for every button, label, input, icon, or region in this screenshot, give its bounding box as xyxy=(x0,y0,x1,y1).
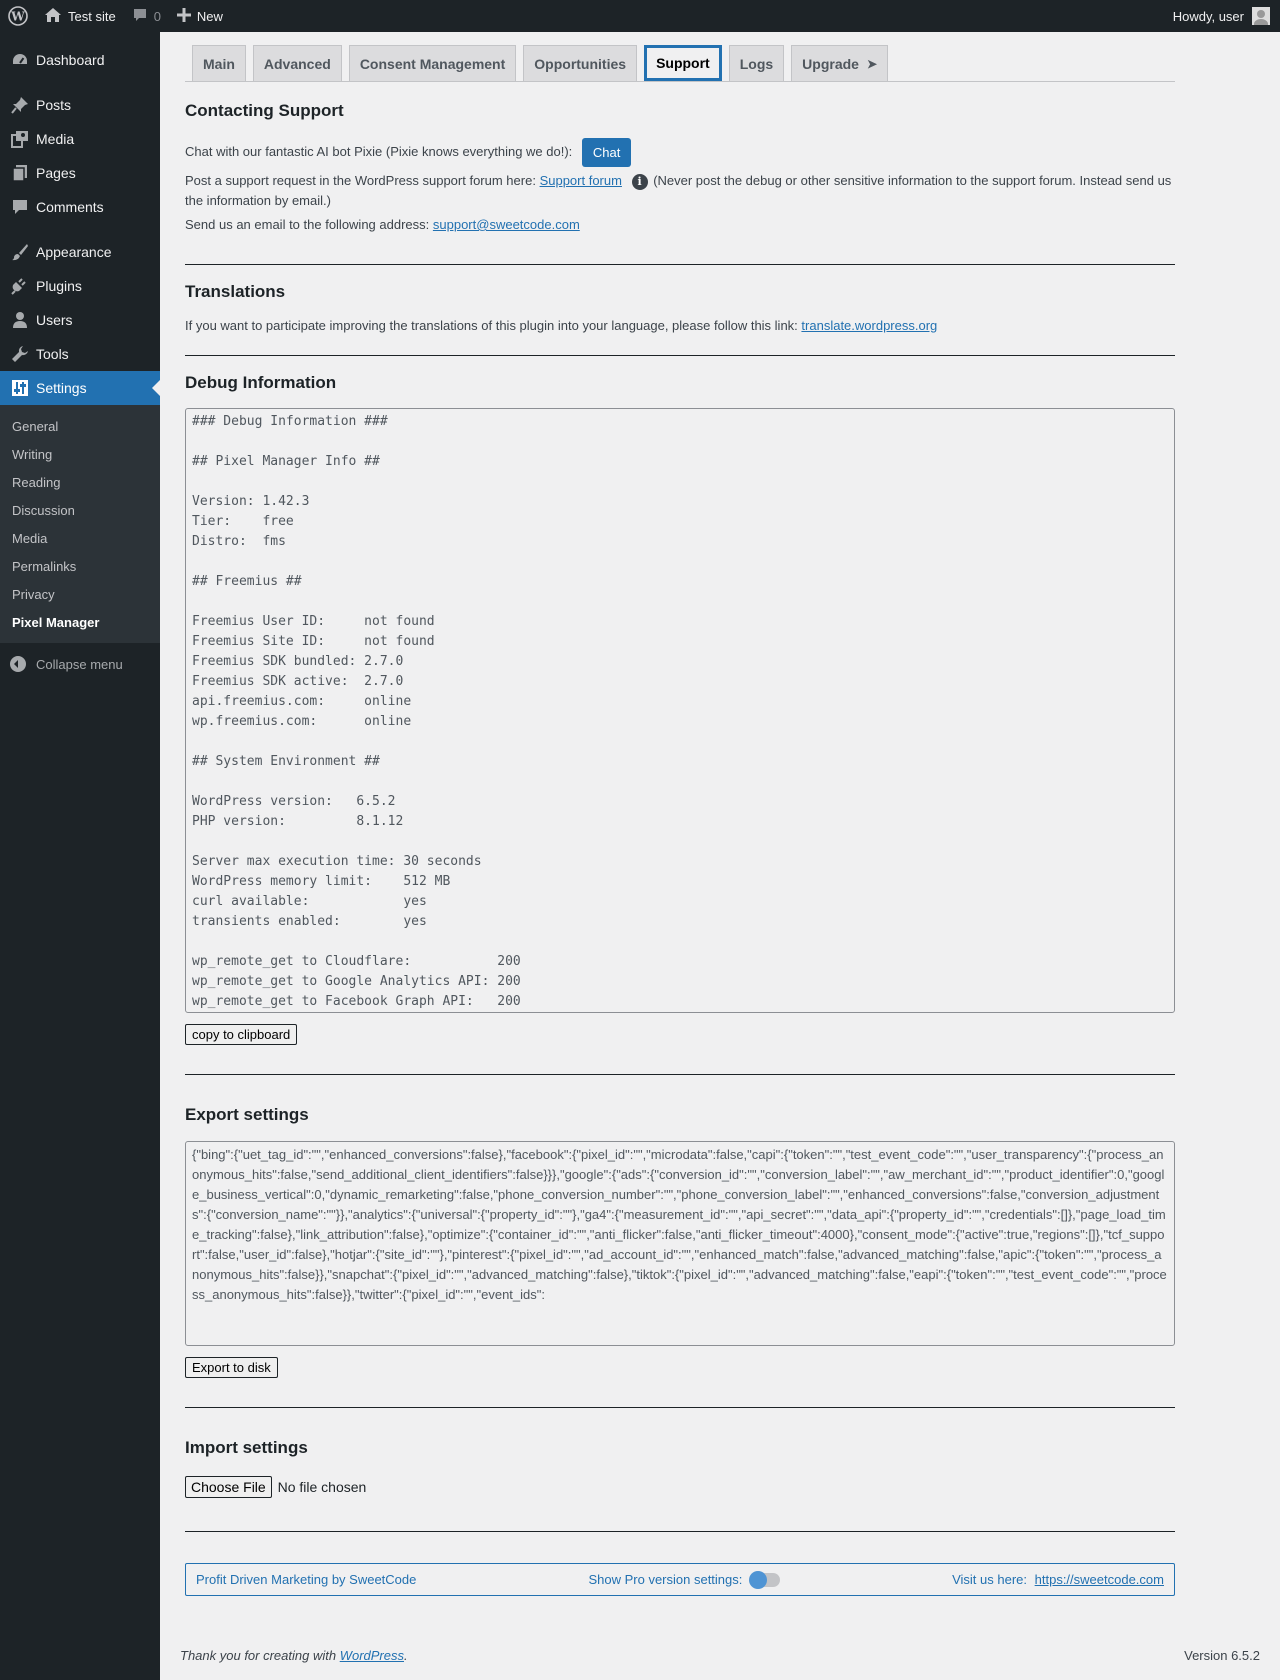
wordpress-link[interactable]: WordPress xyxy=(339,1648,404,1663)
menu-label: Dashboard xyxy=(36,52,105,68)
version-text: Version 6.5.2 xyxy=(1184,1648,1260,1663)
tabs-divider xyxy=(185,81,1175,82)
menu-label: Settings xyxy=(36,380,87,396)
translations-row xyxy=(185,316,937,336)
arrow-right-icon: ➤ xyxy=(866,56,878,71)
plus-icon xyxy=(177,8,191,25)
user-icon xyxy=(10,310,30,330)
wordpress-logo-icon[interactable] xyxy=(0,0,36,32)
pages-icon xyxy=(10,163,30,183)
avatar xyxy=(1252,7,1270,25)
menu-label: Posts xyxy=(36,97,72,113)
submenu-media[interactable]: Media xyxy=(12,530,48,546)
support-title: Contacting Support xyxy=(185,101,344,120)
debug-textarea[interactable]: ### Debug Information ### ## Pixel Manager Info ## Version: 1.42.3 Tier: free Distro: fms ## Freemius ## Freemius User ID: not found Freemius Site ID: not found Freemius SDK bundled: 2.7.0 Freemius SDK active: 2.7.0 api.freemius.com: online wp.freemius.com: online ## System Environment ## WordPress version: 6.5.2 PHP version: 8.1.12 Server max execution time: 30 seconds WordPress memory limit: 512 MB curl available: yes transients enabled: yes wp_remote_get to Cloudflare: 200 wp_remote_get to Google Analytics API: 200 wp_remote_get to Facebook Graph API: 200 xyxy=(185,408,1175,1013)
divider xyxy=(185,355,1175,356)
tab-main[interactable]: Main xyxy=(192,45,246,81)
pro-settings-toggle-row xyxy=(588,1572,780,1588)
dashboard-icon xyxy=(10,50,30,70)
tab-upgrade[interactable] xyxy=(791,45,888,81)
pin-icon xyxy=(10,95,30,115)
import-row xyxy=(185,1476,366,1498)
submenu-general[interactable]: General xyxy=(12,418,59,434)
tab-opportunities[interactable]: Opportunities xyxy=(523,45,637,81)
export-to-disk-button[interactable]: Export to disk xyxy=(185,1357,278,1378)
home-icon xyxy=(44,7,62,26)
collapse-menu-button[interactable] xyxy=(0,647,160,681)
menu-label: Pages xyxy=(36,165,76,181)
import-title: Import settings xyxy=(185,1438,308,1457)
footer-thanks xyxy=(180,1648,408,1663)
tab-upgrade-label: Upgrade xyxy=(802,55,859,72)
export-title: Export settings xyxy=(185,1105,309,1124)
submenu-reading[interactable]: Reading xyxy=(12,474,61,490)
comments-link[interactable] xyxy=(124,0,169,32)
settings-icon xyxy=(10,378,30,398)
pro-settings-toggle[interactable] xyxy=(750,1573,780,1587)
menu-posts[interactable] xyxy=(0,88,160,122)
site-name-link[interactable] xyxy=(36,0,124,32)
plug-icon xyxy=(10,276,30,296)
sweetcode-url-link[interactable]: https://sweetcode.com xyxy=(1034,1572,1164,1587)
menu-label: Comments xyxy=(36,199,104,215)
my-account[interactable] xyxy=(1173,7,1280,25)
translations-text: If you want to participate improving the translations of this plugin into your language, please follow this link: xyxy=(185,318,798,333)
new-label: New xyxy=(196,8,223,24)
pro-settings-label: Show Pro version settings: xyxy=(588,1571,743,1587)
support-email-link[interactable]: support@sweetcode.com xyxy=(432,217,580,232)
visit-label: Visit us here: xyxy=(952,1572,1028,1587)
media-icon xyxy=(10,129,30,149)
site-name: Test site xyxy=(68,8,116,24)
choose-file-button[interactable]: Choose File xyxy=(185,1476,272,1498)
divider xyxy=(185,1407,1175,1408)
admin-sidebar xyxy=(0,32,160,1680)
divider xyxy=(185,1531,1175,1532)
menu-label: Plugins xyxy=(36,278,82,294)
admin-bar xyxy=(0,0,1280,32)
submenu-discussion[interactable]: Discussion xyxy=(12,502,75,518)
email-row xyxy=(185,215,580,235)
menu-label: Tools xyxy=(36,346,69,362)
howdy-text: Howdy, user xyxy=(1172,8,1244,24)
svg-text:W: W xyxy=(11,9,25,24)
comment-icon xyxy=(10,197,30,217)
tab-support[interactable]: Support xyxy=(644,45,722,81)
menu-label: Media xyxy=(36,131,75,147)
file-status: No file chosen xyxy=(277,1479,367,1495)
visit-row xyxy=(952,1572,1164,1587)
settings-tabs xyxy=(192,45,895,81)
tab-consent-management[interactable]: Consent Management xyxy=(349,45,516,81)
submenu-writing[interactable]: Writing xyxy=(12,446,53,462)
divider xyxy=(185,264,1175,265)
submenu-privacy[interactable]: Privacy xyxy=(12,586,55,602)
chat-row xyxy=(185,138,1175,167)
menu-plugins[interactable] xyxy=(0,269,160,303)
footer-thanks-text: Thank you for creating with xyxy=(180,1648,337,1663)
menu-comments[interactable] xyxy=(0,190,160,224)
submenu-permalinks[interactable]: Permalinks xyxy=(12,558,77,574)
collapse-icon xyxy=(10,656,26,672)
forum-note: (Never post the debug or other sensitive information to the support forum. Instead send us the information by email.) xyxy=(185,173,1172,208)
menu-label: Users xyxy=(36,312,73,328)
wrench-icon xyxy=(10,344,30,364)
menu-settings[interactable] xyxy=(0,371,160,405)
debug-title: Debug Information xyxy=(185,373,337,392)
translations-title: Translations xyxy=(185,282,286,301)
menu-tools[interactable] xyxy=(0,337,160,371)
menu-appearance[interactable] xyxy=(0,235,160,269)
collapse-label: Collapse menu xyxy=(36,656,123,672)
copy-to-clipboard-button[interactable]: copy to clipboard xyxy=(185,1024,297,1045)
footer-thanks-suffix: . xyxy=(404,1648,408,1663)
info-icon: i xyxy=(632,174,648,190)
tab-logs[interactable]: Logs xyxy=(729,45,784,81)
comment-icon xyxy=(132,7,148,26)
divider xyxy=(185,1074,1175,1075)
export-textarea[interactable]: {"bing":{"uet_tag_id":"","enhanced_conversions":false},"facebook":{"pixel_id":"","microdata":false,"capi":{"token":"","test_event_code":"","user_transparency":{"process_anonymous_hits":false,"send_additional_client_identifiers":false}}},"google":{"ads":{"conversion_id":"","conversion_label":"","aw_merchant_id":"","product_identifier":0,"google_business_vertical":0,"dynamic_remarketing":false,"phone_conversion_number":"","phone_conversion_label":"","enhanced_conversions":false,"conversion_adjustments":{"conversion_name":""}},"analytics":{"universal":{"property_id":""},"ga4":{"measurement_id":"","api_secret":"","data_api":{"property_id":"","credentials":[]},"page_load_time_tracking":false},"link_attribution":false},"optimize":{"container_id":"","anti_flicker":false,"anti_flicker_timeout":4000},"consent_mode":{"active":true,"regions":[]},"tcf_support":false,"user_id":false},"hotjar":{"site_id":""},"pinterest":{"pixel_id":"","ad_account_id":"","enhanced_match":false,"advanced_matching":false,"apic":{"token":"","process_anonymous_hits":false}},"snapchat":{"pixel_id":"","advanced_matching":false},"tiktok":{"pixel_id":"","advanced_matching":false,"eapi":{"token":"","test_event_code":"","process_anonymous_hits":false}},"twitter":{"pixel_id":"","event_ids": xyxy=(185,1141,1175,1346)
settings-submenu xyxy=(0,405,160,643)
wp-footer xyxy=(180,1648,1260,1663)
translate-link[interactable]: translate.wordpress.org xyxy=(801,318,938,333)
chat-text: Chat with our fantastic AI bot Pixie (Pixie knows everything we do!): xyxy=(185,143,573,159)
submenu-pixel-manager[interactable]: Pixel Manager xyxy=(12,614,100,630)
support-forum-link[interactable]: Support forum xyxy=(539,173,622,188)
tab-advanced[interactable]: Advanced xyxy=(253,45,342,81)
menu-pages[interactable] xyxy=(0,156,160,190)
menu-users[interactable] xyxy=(0,303,160,337)
comments-count: 0 xyxy=(153,8,161,24)
brush-icon xyxy=(10,242,30,262)
forum-row xyxy=(185,171,1175,211)
menu-media[interactable] xyxy=(0,122,160,156)
forum-text: Post a support request in the WordPress support forum here: xyxy=(185,173,536,188)
menu-dashboard[interactable] xyxy=(0,43,160,77)
sweetcode-link[interactable]: Profit Driven Marketing by SweetCode xyxy=(196,1572,417,1587)
email-text: Send us an email to the following address: xyxy=(185,217,430,232)
chat-button[interactable]: Chat xyxy=(582,138,631,167)
plugin-footer xyxy=(185,1563,1175,1596)
new-content-link[interactable] xyxy=(169,0,231,32)
menu-label: Appearance xyxy=(36,244,112,260)
